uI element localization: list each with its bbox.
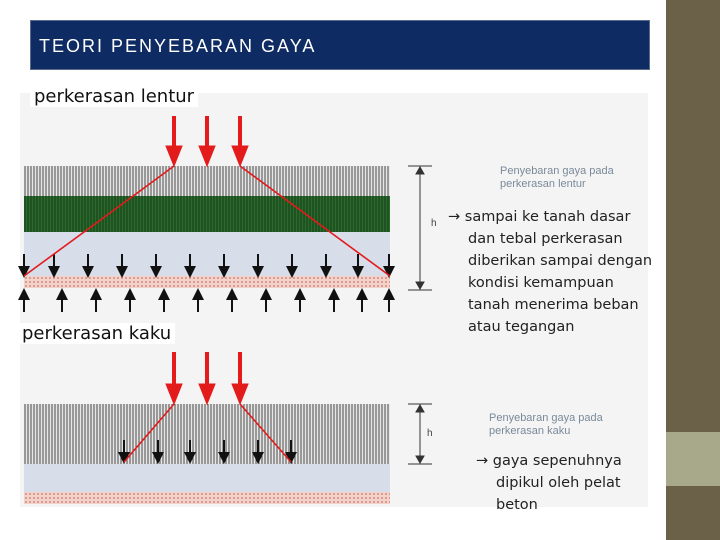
base-layer (24, 232, 390, 276)
note-lentur-line6: atau tegangan (468, 319, 575, 335)
note-lentur-line2: dan tebal perkerasan (468, 231, 623, 247)
note-lentur-line3: diberikan sampai dengan (468, 253, 653, 269)
caption-kaku-line2: perkerasan kaku (489, 425, 571, 437)
subgrade-layer (24, 276, 390, 288)
base-layer-kaku (24, 464, 390, 492)
h-label-kaku: h (427, 428, 433, 439)
caption-kaku-line1: Penyebaran gaya pada (489, 412, 603, 424)
caption-lentur-line1: Penyebaran gaya pada (500, 165, 614, 177)
caption-lentur-line2: perkerasan lentur (500, 178, 586, 190)
h-label-lentur: h (431, 218, 437, 229)
reaction-arrows-up (24, 294, 389, 312)
note-kaku-line2: dipikul oleh pelat (496, 475, 621, 491)
thickness-dimension (408, 166, 432, 290)
caption-kaku (489, 412, 603, 438)
note-kaku (476, 450, 646, 516)
note-lentur-line5: tanah menerima beban (468, 297, 639, 313)
load-arrows (166, 116, 248, 166)
green-layer (24, 196, 390, 232)
page-title: TEORI PENYEBARAN GAYA (39, 36, 317, 56)
caption-lentur (500, 165, 614, 191)
note-kaku-line1: gaya sepenuhnya (492, 453, 622, 469)
note-kaku-line3: beton (496, 497, 538, 513)
diagram-lentur (24, 116, 432, 312)
concrete-slab (24, 404, 390, 464)
diagram-kaku (24, 352, 432, 504)
note-lentur (448, 206, 658, 338)
load-arrows-kaku (166, 352, 248, 404)
arrow-right-icon: → (448, 209, 461, 225)
label-perkerasan-kaku: perkerasan kaku (18, 323, 175, 344)
surface-layer (24, 166, 390, 196)
subgrade-layer-kaku (24, 492, 390, 504)
note-lentur-line1: sampai ke tanah dasar (464, 209, 631, 225)
arrow-right-icon: → (476, 453, 489, 469)
note-lentur-line4: kondisi kemampuan (468, 275, 614, 291)
label-perkerasan-lentur: perkerasan lentur (30, 86, 198, 107)
